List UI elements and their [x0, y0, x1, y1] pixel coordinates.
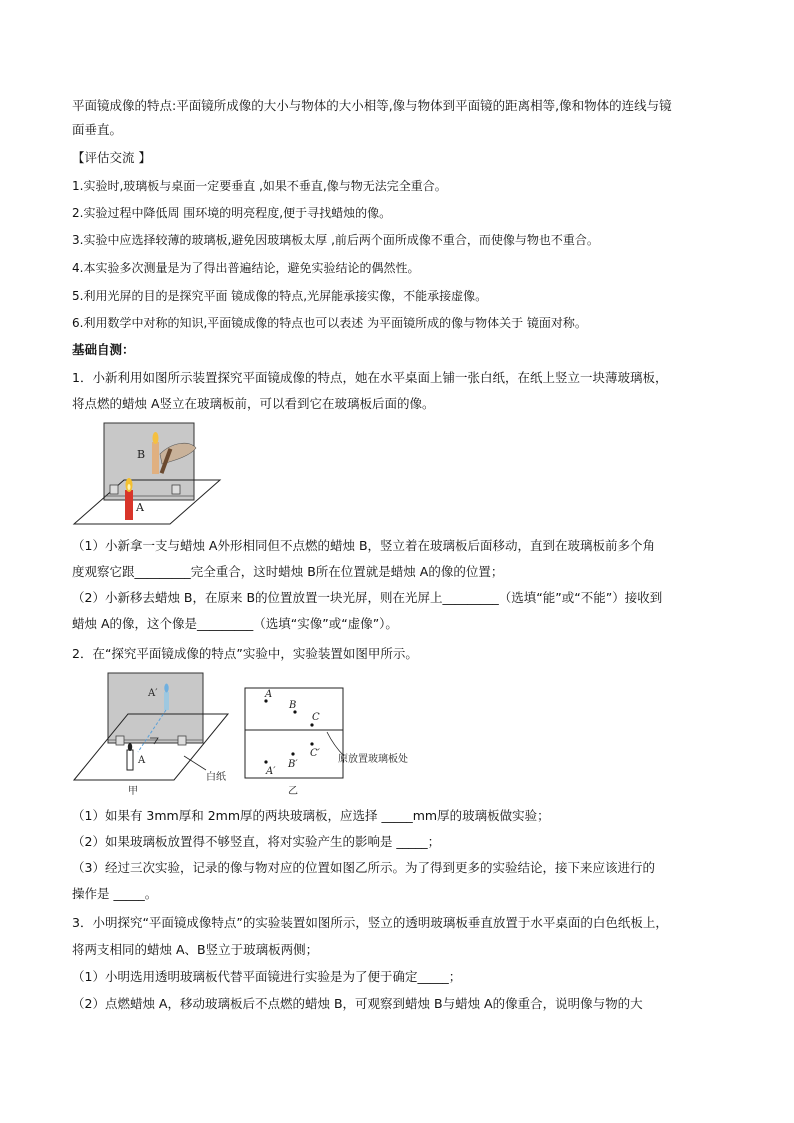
q2-point-c: C: [312, 712, 320, 723]
q3-sub2: （2）点燃蜡烛 A，移动玻璃板后不点燃的蜡烛 B，可观察到蜡烛 B与蜡烛 A的像重合，说明像与物的大: [72, 996, 643, 1011]
intro-line-1: 平面镜成像的特点:平面镜所成像的大小与物体的大小相等,像与物体到平面镜的距离相等,像和物体的连线与镜: [72, 98, 672, 113]
evaluation-item: 6.利用数学中对称的知识,平面镜成像的特点也可以表述 为平面镜所成的像与物体关于 镜面对称。: [72, 316, 587, 330]
q2-point-b: B: [289, 700, 297, 711]
q2-fig-a: A: [138, 755, 146, 766]
evaluation-item: 5.利用光屏的目的是探究平面 镜成像的特点,光屏能承接实像，不能承接虚像。: [72, 289, 488, 303]
q2-fig-jia: 甲: [128, 786, 138, 797]
evaluation-heading: 【评估交流 】: [72, 150, 151, 165]
evaluation-item: 1.实验时,玻璃板与桌面一定要垂直 ,如果不垂直,像与物无法完全重合。: [72, 179, 447, 193]
q1-sub1-line-1: （1）小新拿一支与蜡烛 A外形相同但不点燃的蜡烛 B，竖立着在玻璃板后面移动，直到在玻璃板前多个角: [72, 538, 656, 553]
q1-fig-label-a: A: [136, 501, 144, 514]
q1-sub2-line-1: （2）小新移去蜡烛 B，在原来 B的位置放置一块光屏，则在光屏上_________（选填“能”或“不能”）接收到: [72, 590, 663, 605]
q2-sub3-line-2: 操作是 _____。: [72, 886, 158, 901]
q2-point-b-prime: B′: [288, 759, 298, 770]
q1-stem-line-2: 将点燃的蜡烛 A竖立在玻璃板前，可以看到它在玻璃板后面的像。: [72, 396, 435, 411]
basic-test-heading: 基础自测：: [72, 342, 135, 357]
q2-stem: 2．在“探究平面镜成像的特点”实验中，实验装置如图甲所示。: [72, 646, 418, 661]
evaluation-item: 2.实验过程中降低周 围环境的明亮程度,便于寻找蜡烛的像。: [72, 206, 392, 220]
q2-fig-yi: 乙: [288, 786, 298, 797]
evaluation-item: 4.本实验多次测量是为了得出普遍结论，避免实验结论的偶然性。: [72, 261, 420, 275]
q2-sub1: （1）如果有 3mm厚和 2mm厚的两块玻璃板，应选择 _____mm厚的玻璃板做实验；: [72, 808, 550, 823]
q2-fig-mirror-pos: 原放置玻璃板处: [338, 754, 408, 765]
q3-sub1: （1）小明选用透明玻璃板代替平面镜进行实验是为了便于确定_____；: [72, 969, 462, 984]
q3-stem-line-1: 3．小明探究“平面镜成像特点”的实验装置如图所示，竖立的透明玻璃板垂直放置于水平桌面的白色纸板上，: [72, 915, 668, 930]
q1-sub1-line-2: 度观察它跟_________完全重合，这时蜡烛 B所在位置就是蜡烛 A的像的位置；: [72, 564, 504, 579]
evaluation-item: 3.实验中应选择较薄的玻璃板,避免因玻璃板太厚 ,前后两个面所成像不重合，而使像与物也不重合。: [72, 233, 599, 247]
q2-sub2: （2）如果玻璃板放置得不够竖直，将对实验产生的影响是 _____；: [72, 834, 441, 849]
q2-fig-white-paper: 白纸: [206, 772, 226, 783]
q1-stem-line-1: 1．小新利用如图所示装置探究平面镜成像的特点，她在水平桌面上铺一张白纸，在纸上竖立一块薄玻璃板，: [72, 370, 668, 385]
q2-sub3-line-1: （3）经过三次实验，记录的像与物对应的位置如图乙所示。为了得到更多的实验结论，接下来应该进行的: [72, 860, 655, 875]
q2-fig-a-prime: A′: [148, 688, 158, 699]
intro-line-2: 面垂直。: [72, 122, 123, 137]
q2-point-c-prime: C′: [310, 748, 320, 759]
q2-figure: [72, 670, 442, 798]
q1-sub2-line-2: 蜡烛 A的像，这个像是_________（选填“实像”或“虚像”）。: [72, 616, 398, 631]
q1-figure: [72, 420, 222, 528]
q3-stem-line-2: 将两支相同的蜡烛 A、B竖立于玻璃板两侧；: [72, 942, 319, 957]
q2-point-a-prime: A′: [266, 766, 276, 777]
q1-fig-label-b: B: [137, 448, 146, 461]
q2-point-a: A: [265, 689, 273, 700]
